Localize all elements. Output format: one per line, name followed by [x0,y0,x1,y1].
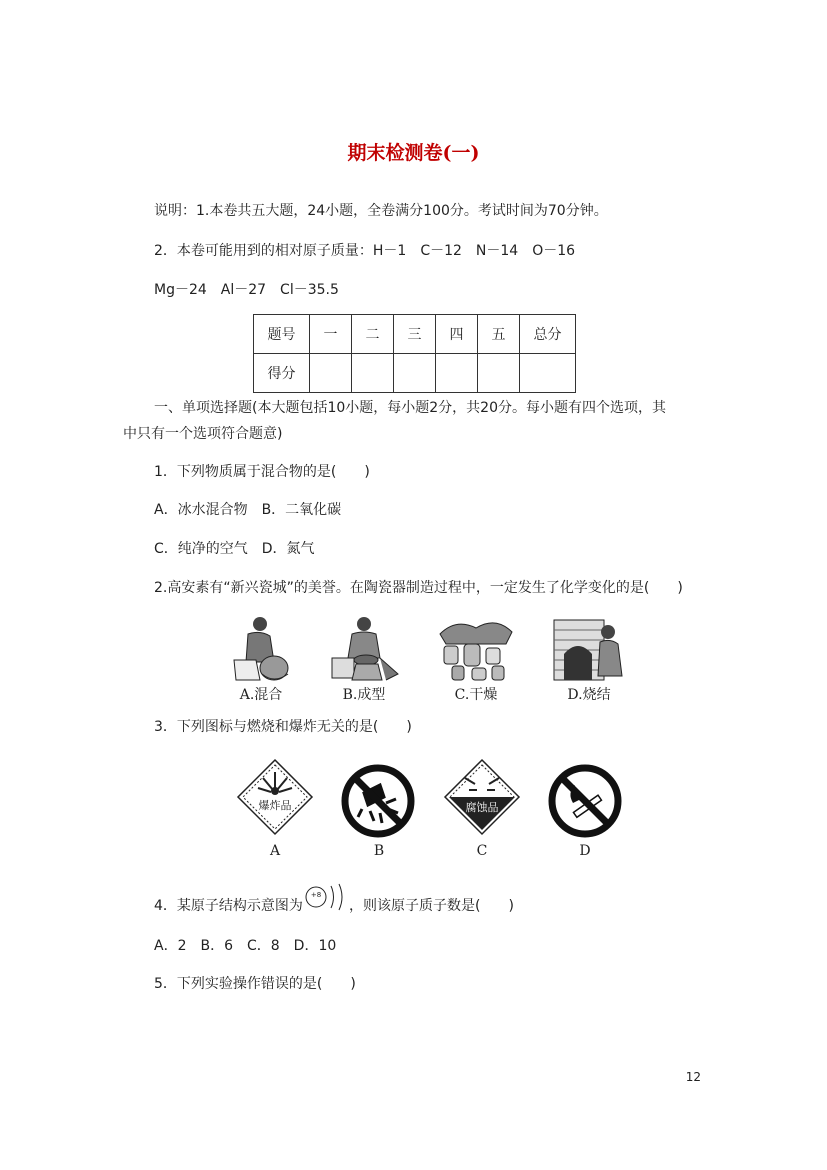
note-line-1: 说明：1.本卷共五大题，24小题，全卷满分100分。考试时间为70分钟。 [154,203,608,219]
score-cell [310,354,352,393]
q1-stem: 1．下列物质属于混合物的是( ) [154,464,370,480]
q2-stem: 2.高安素有“新兴瓷城”的美誉。在陶瓷器制造过程中，一定发生了化学变化的是( ) [154,580,683,596]
q2-figure-d [552,614,626,684]
score-header-cell: 总分 [520,315,576,354]
section1-heading-line-2: 中只有一个选项符合题意) [123,426,283,442]
q4-stem-before: 4．某原子结构示意图为 [154,898,303,914]
page-title: 期末检测卷(一) [347,142,480,164]
sign-c-corrosive [443,758,521,836]
score-header-cell: 三 [394,315,436,354]
score-header-cell: 题号 [254,315,310,354]
q1-options-line-1: A．冰水混合物 B．二氧化碳 [154,502,342,518]
q2-figure-b [326,614,402,684]
score-header-cell: 一 [310,315,352,354]
score-table-score-row [254,354,576,393]
score-table [253,314,576,393]
corrosive-warning-icon [443,758,521,836]
q4-stem-after: ，则该原子质子数是( ) [349,898,514,914]
sign-d-no-smoking [547,763,623,839]
q1-options-line-2: C．纯净的空气 D．氮气 [154,541,315,557]
no-smoking-icon [547,763,623,839]
score-cell [436,354,478,393]
score-header-cell: 四 [436,315,478,354]
q2-caption-b: B.成型 [342,687,386,703]
q5-stem: 5．下列实验操作错误的是( ) [154,976,356,992]
sign-b-no-fireworks [340,763,416,839]
q3-stem: 3．下列图标与燃烧和爆炸无关的是( ) [154,719,412,735]
q3-label-c: C [476,843,488,859]
section1-heading-line-1: 一、单项选择题(本大题包括10小题，每小题2分，共20分。每小题有四个选项，其 [154,400,666,416]
q3-label-d: D [579,843,591,859]
score-cell [520,354,576,393]
atom-structure-diagram [303,880,349,916]
pottery-shaping-illustration [326,614,402,684]
score-table-header-row [254,315,576,354]
page-number: 12 [685,1070,701,1084]
score-header-cell: 五 [478,315,520,354]
q3-label-b: B [373,843,385,859]
sign-a-text: 爆炸品 [258,799,292,812]
q2-caption-c: C.干燥 [454,687,498,703]
sign-a-explosive [236,758,314,836]
note-line-2: 2．本卷可能用到的相对原子质量：H－1 C－12 N－14 O－16 [154,243,576,259]
score-header-cell: 二 [352,315,394,354]
score-cell [394,354,436,393]
score-cell [478,354,520,393]
q3-label-a: A [269,843,281,859]
atom-nucleus-label: +8 [310,891,322,899]
score-cell [352,354,394,393]
sign-c-text: 腐蚀品 [465,801,499,814]
q2-figure-c [436,614,516,684]
q4-options: A．2 B．6 C．8 D．10 [154,938,337,954]
q2-caption-d: D.烧结 [567,687,611,703]
q2-figure-a [226,614,296,684]
no-fireworks-icon [340,763,416,839]
q2-caption-a: A.混合 [239,687,283,703]
note-line-3: Mg－24 Al－27 Cl－35.5 [154,282,339,298]
pottery-drying-illustration [436,614,516,684]
pottery-mixing-illustration [226,614,296,684]
score-row-label: 得分 [254,354,310,393]
pottery-firing-kiln-illustration [552,614,626,684]
